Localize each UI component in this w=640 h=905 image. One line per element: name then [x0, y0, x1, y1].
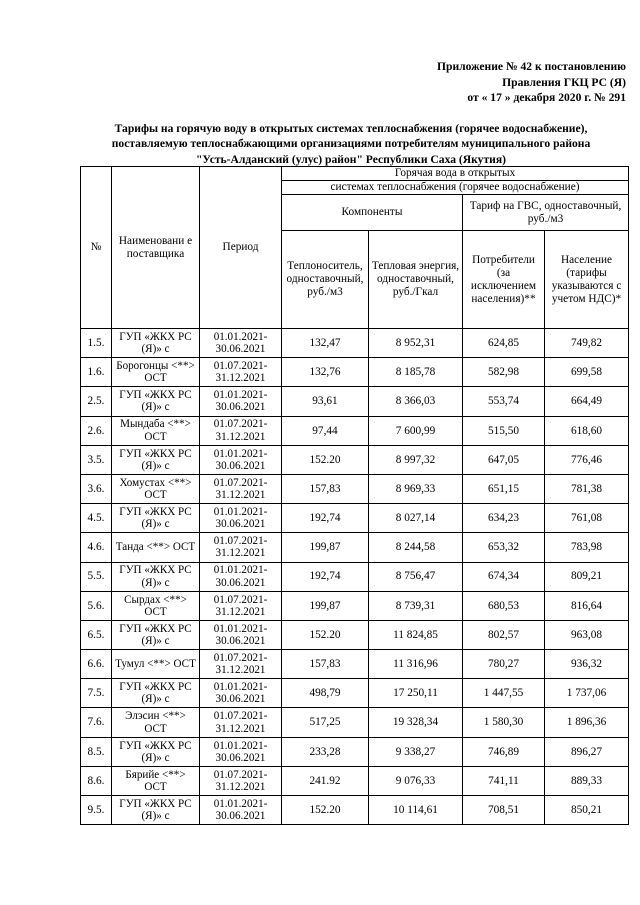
- table-row: [81, 474, 629, 503]
- row-supplier: ГУП «ЖКХ РС (Я)» с: [112, 679, 200, 708]
- table-header: [81, 167, 629, 329]
- row-supplier: Борогонцы <**> ОСТ: [112, 358, 200, 387]
- table-row: [81, 766, 629, 795]
- header-group-line2: системах теплоснабжения (горячее водоснабжение): [282, 181, 629, 195]
- row-heat-carrier: 192,74: [282, 562, 369, 591]
- row-population-tariff: 781,38: [545, 474, 629, 503]
- row-supplier: Элэсин <**> ОСТ: [112, 708, 200, 737]
- header-heat-energy: Тепловая энергия, одноставочный, руб./Гкал: [369, 231, 463, 329]
- row-supplier: ГУП «ЖКХ РС (Я)» с: [112, 445, 200, 474]
- row-consumers-tariff: 647,05: [463, 445, 545, 474]
- table-row: [81, 796, 629, 825]
- row-supplier: ГУП «ЖКХ РС (Я)» с: [112, 796, 200, 825]
- row-number: 3.6.: [81, 474, 112, 503]
- row-population-tariff: 809,21: [545, 562, 629, 591]
- row-number: 1.6.: [81, 358, 112, 387]
- row-supplier: Мындаба <**> ОСТ: [112, 416, 200, 445]
- row-population-tariff: 816,64: [545, 591, 629, 620]
- row-population-tariff: 776,46: [545, 445, 629, 474]
- row-period: 01.01.2021- 30.06.2021: [200, 796, 282, 825]
- row-population-tariff: 618,60: [545, 416, 629, 445]
- row-period: 01.07.2021- 31.12.2021: [200, 533, 282, 562]
- row-period: 01.07.2021- 31.12.2021: [200, 708, 282, 737]
- row-heat-carrier: 97,44: [282, 416, 369, 445]
- row-supplier: ГУП «ЖКХ РС (Я)» с: [112, 329, 200, 358]
- row-period: 01.01.2021- 30.06.2021: [200, 562, 282, 591]
- header-group-line1: Горячая вода в открытых: [282, 167, 629, 181]
- row-heat-carrier: 157,83: [282, 474, 369, 503]
- row-number: 8.6.: [81, 766, 112, 795]
- row-number: 7.5.: [81, 679, 112, 708]
- header-population: Население (тарифы указываются с учетом НДС)*: [545, 231, 629, 329]
- row-number: 9.5.: [81, 796, 112, 825]
- row-heat-energy: 8 244,58: [369, 533, 463, 562]
- row-supplier: ГУП «ЖКХ РС (Я)» с: [112, 562, 200, 591]
- header-num: №: [81, 167, 112, 329]
- row-heat-energy: 8 756,47: [369, 562, 463, 591]
- row-period: 01.01.2021- 30.06.2021: [200, 329, 282, 358]
- row-number: 5.6.: [81, 591, 112, 620]
- table-row: [81, 708, 629, 737]
- row-heat-energy: 9 076,33: [369, 766, 463, 795]
- row-number: 8.5.: [81, 737, 112, 766]
- row-population-tariff: 699,58: [545, 358, 629, 387]
- row-heat-energy: 8 185,78: [369, 358, 463, 387]
- row-supplier: Танда <**> ОСТ: [112, 533, 200, 562]
- row-heat-energy: 17 250,11: [369, 679, 463, 708]
- table-row: [81, 620, 629, 649]
- row-population-tariff: 936,32: [545, 650, 629, 679]
- row-heat-carrier: 132,76: [282, 358, 369, 387]
- row-period: 01.01.2021- 30.06.2021: [200, 737, 282, 766]
- row-period: 01.01.2021- 30.06.2021: [200, 679, 282, 708]
- row-heat-carrier: 152.20: [282, 620, 369, 649]
- row-consumers-tariff: 515,50: [463, 416, 545, 445]
- row-heat-energy: 8 366,03: [369, 387, 463, 416]
- row-period: 01.07.2021- 31.12.2021: [200, 650, 282, 679]
- row-supplier: Сырдах <**> ОСТ: [112, 591, 200, 620]
- row-heat-carrier: 241.92: [282, 766, 369, 795]
- row-number: 6.5.: [81, 620, 112, 649]
- table-row: [81, 650, 629, 679]
- row-population-tariff: 783,98: [545, 533, 629, 562]
- row-supplier: ГУП «ЖКХ РС (Я)» с: [112, 620, 200, 649]
- row-heat-energy: 8 969,33: [369, 474, 463, 503]
- row-period: 01.01.2021- 30.06.2021: [200, 504, 282, 533]
- row-period: 01.01.2021- 30.06.2021: [200, 387, 282, 416]
- row-heat-carrier: 517,25: [282, 708, 369, 737]
- table-row: [81, 416, 629, 445]
- row-consumers-tariff: 746,89: [463, 737, 545, 766]
- row-heat-carrier: 93,61: [282, 387, 369, 416]
- row-heat-carrier: 192,74: [282, 504, 369, 533]
- title-line-1: Тарифы на горячую воду в открытых системах теплоснабжения (горячее водоснабжение),: [114, 122, 588, 135]
- row-consumers-tariff: 680,53: [463, 591, 545, 620]
- tariff-table: [80, 166, 629, 825]
- row-period: 01.07.2021- 31.12.2021: [200, 766, 282, 795]
- appendix-header: [437, 59, 626, 106]
- row-consumers-tariff: 802,57: [463, 620, 545, 649]
- row-number: 2.6.: [81, 416, 112, 445]
- row-consumers-tariff: 624,85: [463, 329, 545, 358]
- row-population-tariff: 889,33: [545, 766, 629, 795]
- row-consumers-tariff: 708,51: [463, 796, 545, 825]
- row-supplier: ГУП «ЖКХ РС (Я)» с: [112, 387, 200, 416]
- table-row: [81, 445, 629, 474]
- row-heat-energy: 19 328,34: [369, 708, 463, 737]
- table-row: [81, 562, 629, 591]
- row-population-tariff: 896,27: [545, 737, 629, 766]
- row-population-tariff: 963,08: [545, 620, 629, 649]
- row-heat-carrier: 152.20: [282, 796, 369, 825]
- row-number: 4.5.: [81, 504, 112, 533]
- row-heat-energy: 11 824,85: [369, 620, 463, 649]
- row-supplier: ГУП «ЖКХ РС (Я)» с: [112, 737, 200, 766]
- row-period: 01.07.2021- 31.12.2021: [200, 416, 282, 445]
- row-number: 7.6.: [81, 708, 112, 737]
- row-supplier: Бярийе <**> ОСТ: [112, 766, 200, 795]
- row-consumers-tariff: 674,34: [463, 562, 545, 591]
- row-heat-energy: 10 114,61: [369, 796, 463, 825]
- appendix-line-1: Приложение № 42 к постановлению: [436, 60, 626, 73]
- row-consumers-tariff: 582,98: [463, 358, 545, 387]
- row-number: 1.5.: [81, 329, 112, 358]
- table-row: [81, 504, 629, 533]
- appendix-line-2: Правления ГКЦ РС (Я): [502, 75, 626, 89]
- row-heat-carrier: 152.20: [282, 445, 369, 474]
- table-row: [81, 591, 629, 620]
- row-consumers-tariff: 1 447,55: [463, 679, 545, 708]
- row-consumers-tariff: 780,27: [463, 650, 545, 679]
- table-row: [81, 737, 629, 766]
- row-period: 01.07.2021- 31.12.2021: [200, 358, 282, 387]
- row-period: 01.01.2021- 30.06.2021: [200, 620, 282, 649]
- row-number: 4.6.: [81, 533, 112, 562]
- header-consumers: Потребители (за исключением населения)**: [463, 231, 545, 329]
- row-supplier: ГУП «ЖКХ РС (Я)» с: [112, 504, 200, 533]
- table-row: [81, 358, 629, 387]
- row-population-tariff: 850,21: [545, 796, 629, 825]
- title-line-3: "Усть-Алданский (улус) район" Республики Саха (Якутия): [196, 152, 506, 166]
- header-gvs-tariff: Тариф на ГВС, одноставочный, руб./м3: [463, 195, 629, 231]
- row-period: 01.01.2021- 30.06.2021: [200, 445, 282, 474]
- row-heat-carrier: 233,28: [282, 737, 369, 766]
- row-heat-energy: 11 316,96: [369, 650, 463, 679]
- table-row: [81, 679, 629, 708]
- table-body: [81, 329, 629, 825]
- row-consumers-tariff: 1 580,30: [463, 708, 545, 737]
- table-row: [81, 387, 629, 416]
- header-heat-carrier: Теплоноситель, одноставочный, руб./м3: [282, 231, 369, 329]
- row-consumers-tariff: 741,11: [463, 766, 545, 795]
- row-heat-carrier: 498,79: [282, 679, 369, 708]
- table-row: [81, 329, 629, 358]
- row-heat-energy: 9 338,27: [369, 737, 463, 766]
- row-population-tariff: 1 737,06: [545, 679, 629, 708]
- row-heat-carrier: 157,83: [282, 650, 369, 679]
- row-consumers-tariff: 651,15: [463, 474, 545, 503]
- row-consumers-tariff: 553,74: [463, 387, 545, 416]
- row-number: 6.6.: [81, 650, 112, 679]
- row-population-tariff: 749,82: [545, 329, 629, 358]
- row-heat-carrier: 199,87: [282, 591, 369, 620]
- title-line-2: поставляемую теплоснабжающими организациями потребителям муниципального района: [111, 137, 591, 151]
- row-heat-energy: 7 600,99: [369, 416, 463, 445]
- row-heat-energy: 8 027,14: [369, 504, 463, 533]
- row-population-tariff: 1 896,36: [545, 708, 629, 737]
- row-number: 5.5.: [81, 562, 112, 591]
- row-heat-energy: 8 997,32: [369, 445, 463, 474]
- row-heat-energy: 8 739,31: [369, 591, 463, 620]
- row-heat-carrier: 199,87: [282, 533, 369, 562]
- appendix-line-3: от « 17 » декабря 2020 г. № 291: [467, 91, 626, 104]
- header-components: Компоненты: [282, 195, 463, 231]
- row-period: 01.07.2021- 31.12.2021: [200, 474, 282, 503]
- table-row: [81, 533, 629, 562]
- row-period: 01.07.2021- 31.12.2021: [200, 591, 282, 620]
- document-title: [60, 121, 640, 167]
- row-heat-energy: 8 952,31: [369, 329, 463, 358]
- header-period: Период: [200, 167, 282, 329]
- row-population-tariff: 761,08: [545, 504, 629, 533]
- row-number: 2.5.: [81, 387, 112, 416]
- row-heat-carrier: 132,47: [282, 329, 369, 358]
- row-number: 3.5.: [81, 445, 112, 474]
- row-supplier: Хомустах <**> ОСТ: [112, 474, 200, 503]
- row-supplier: Тумул <**> ОСТ: [112, 650, 200, 679]
- row-population-tariff: 664,49: [545, 387, 629, 416]
- header-supplier: Наименовани е поставщика: [112, 167, 200, 329]
- row-consumers-tariff: 634,23: [463, 504, 545, 533]
- row-consumers-tariff: 653,32: [463, 533, 545, 562]
